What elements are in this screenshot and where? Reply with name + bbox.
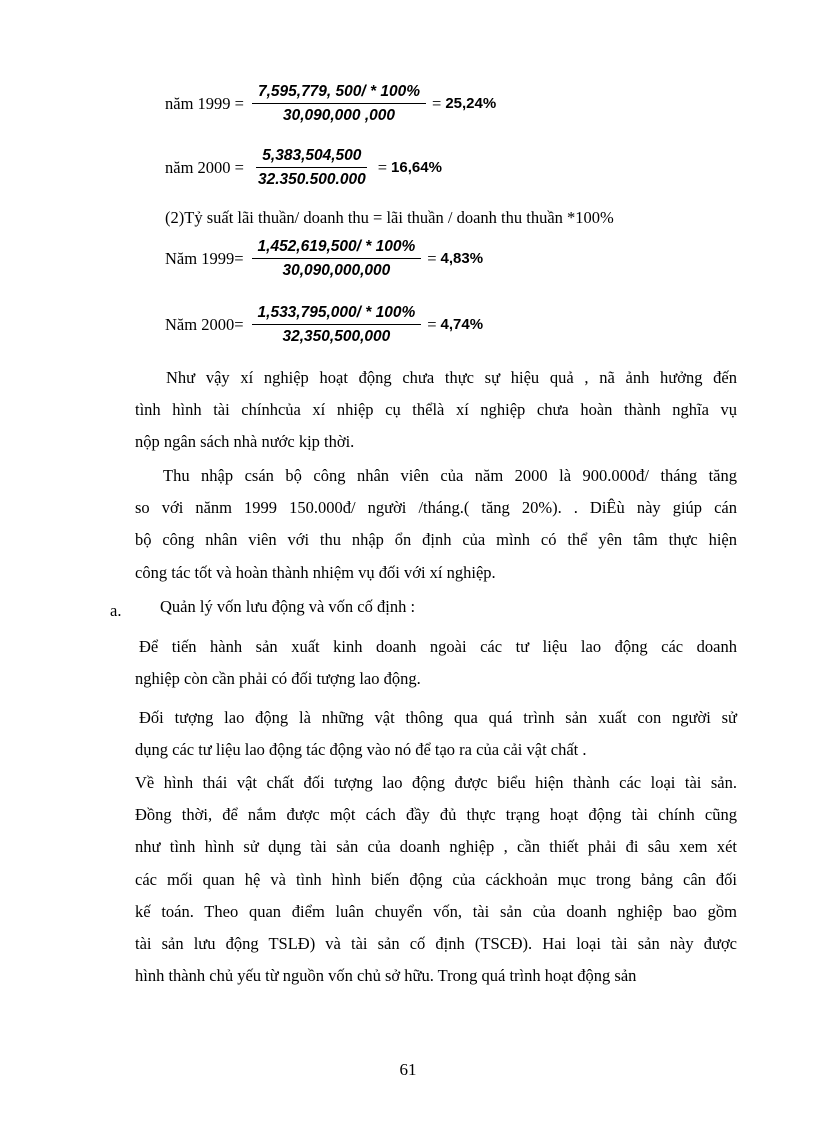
fraction — [252, 237, 422, 280]
formula-label: Năm 2000= — [165, 314, 244, 334]
text-line: công tác tốt và hoàn thành nhiệm vụ đối với xí nghiệp. — [135, 562, 496, 582]
fraction-denominator: 30,090,000 ,000 — [282, 107, 396, 124]
text-line: Để tiến hành sản xuất kinh doanh ngoài các tư liệu lao động các doanh — [139, 637, 737, 656]
fraction-numerator: 5,383,504,500 — [256, 146, 367, 168]
formula-label: năm 2000 = — [165, 157, 244, 177]
page-number: 61 — [399, 1060, 417, 1079]
equals-sign: = — [427, 314, 437, 334]
formula-label: Năm 1999= — [165, 248, 244, 268]
text-line: kế toán. Theo quan điểm luân chuyển vốn, tài sản của doanh nghiệp bao gồm — [135, 901, 737, 921]
fraction — [252, 146, 372, 189]
ratio-heading: (2)Tỷ suất lãi thuần/ doanh thu = lãi thuần / doanh thu thuần *100% — [165, 208, 614, 227]
formula-margin-2000 — [165, 303, 483, 346]
formula-roe-2000 — [165, 146, 442, 189]
text-line: bộ công nhân viên với thu nhập ổn định của mình có thể yên tâm thực hiện — [135, 530, 737, 550]
fraction-denominator: 32,350,500,000 — [282, 328, 391, 345]
section-title: Quản lý vốn lưu động và vốn cố định : — [160, 597, 416, 616]
fraction-numerator: 1,533,795,000/ * 100% — [252, 303, 422, 325]
text-line: nộp ngân sách nhà nước kịp thời. — [135, 432, 355, 452]
text-line: Về hình thái vật chất đối tượng lao động được biểu hiện thành các loại tài sản. — [135, 773, 737, 792]
text-line: Như vậy xí nghiệp hoạt động chưa thực sự hiệu quả , nã ảnh hưởng đến — [166, 368, 737, 387]
text-line: tình hình tài chínhcủa xí nhiệp cụ thểlà xí nghiệp chưa hoàn thành nghĩa vụ — [135, 400, 737, 420]
formula-margin-1999 — [165, 237, 483, 280]
text-line: Đối tượng lao động là những vật thông qua quá trình sản xuất con người sử — [139, 708, 737, 727]
text-line: tài sản lưu động TSLĐ) và tài sản cố định (TSCĐ). Hai loại tài sản này được — [135, 934, 737, 954]
fraction — [252, 303, 422, 346]
formula-result: 16,64% — [391, 159, 442, 176]
section-marker: a. — [110, 601, 122, 620]
paragraph-efficiency — [135, 362, 737, 459]
text-line: các mối quan hệ và tình hình biến động của cáckhoản mục trong bảng cân đối — [135, 869, 737, 889]
equals-sign: = — [377, 157, 388, 177]
text-line: như tình hình sử dụng tài sản của doanh nghiệp , cần thiết phải đi sâu xem xét — [135, 837, 737, 857]
text-line: Thu nhập csán bộ công nhân viên của năm 2000 là 900.000đ/ tháng tăng — [163, 466, 737, 485]
formula-label: năm 1999 = — [165, 93, 244, 113]
text-line: dụng các tư liệu lao động tác động vào nó để tạo ra của cải vật chất . — [135, 740, 587, 760]
paragraph-labor-definition — [135, 702, 737, 766]
formula-roe-1999 — [165, 82, 496, 125]
formula-result: 4,83% — [440, 250, 484, 267]
text-line: Đồng thời, để nắm được một cách đầy đủ thực trạng hoạt động tài chính cũng — [135, 805, 737, 825]
fraction-denominator: 30,090,000,000 — [282, 262, 391, 279]
formula-result: 4,74% — [440, 316, 484, 333]
text-line: nghiệp còn cần phải có đối tượng lao động. — [135, 669, 421, 689]
text-line: so với nănm 1999 150.000đ/ người /tháng.( tăng 20%). . DiÊù này giúp cán — [135, 498, 737, 518]
equals-sign: = — [432, 93, 442, 113]
fraction-numerator: 1,452,619,500/ * 100% — [252, 237, 422, 259]
fraction-denominator: 32.350.500.000 — [257, 171, 366, 188]
paragraph-income — [135, 460, 737, 589]
equals-sign: = — [427, 248, 437, 268]
paragraph-labor-object — [135, 631, 737, 695]
formula-result: 25,24% — [445, 95, 497, 112]
fraction-numerator: 7,595,779, 500/ * 100% — [252, 82, 426, 104]
paragraph-assets — [135, 767, 737, 992]
text-line: hình thành chủ yếu từ nguồn vốn chủ sở hữu. Trong quá trình hoạt động sản — [135, 966, 637, 986]
fraction — [252, 82, 426, 125]
